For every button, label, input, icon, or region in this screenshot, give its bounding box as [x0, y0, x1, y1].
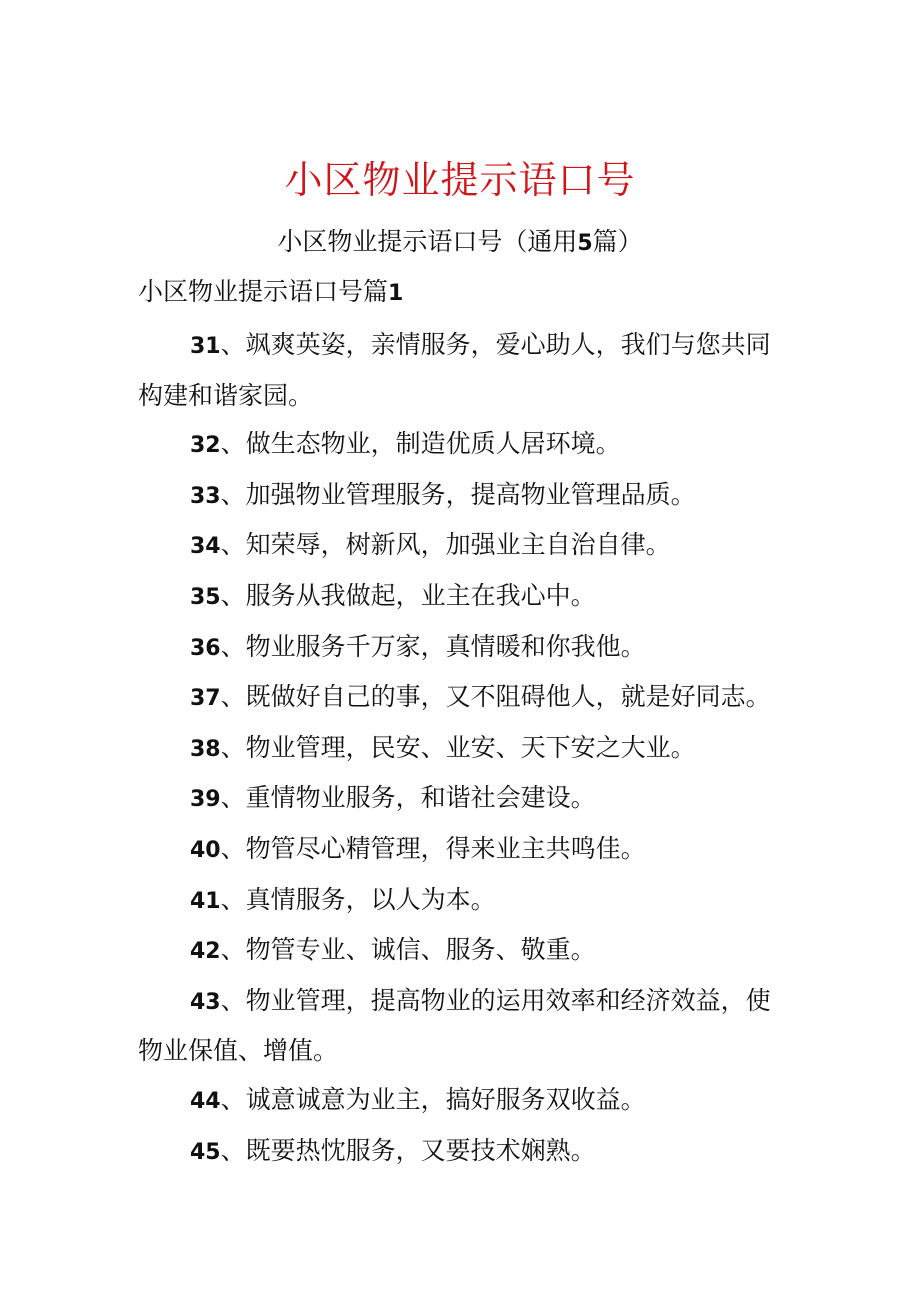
slogan-number: 41 — [190, 888, 221, 914]
slogan-text: 、加强物业管理服务，提高物业管理品质。 — [220, 479, 696, 509]
slogan-number: 33 — [190, 483, 221, 509]
slogan-number: 43 — [190, 989, 221, 1015]
slogan-text: 、物业管理，提高物业的运用效率和经济效益，使物业保值、增值。 — [138, 985, 771, 1066]
slogan-text: 、物业服务千万家，真情暖和你我他。 — [220, 631, 646, 661]
slogan-number: 37 — [190, 686, 221, 712]
slogan-text: 、诚意诚意为业主，搞好服务双收益。 — [220, 1084, 646, 1114]
slogan-number: 39 — [190, 787, 221, 813]
slogan-number: 36 — [190, 635, 221, 661]
subtitle-suffix: 篇） — [592, 227, 643, 256]
slogan-number: 45 — [190, 1139, 221, 1165]
slogan-item — [138, 420, 788, 471]
slogan-number: 32 — [190, 433, 221, 459]
slogan-number: 44 — [190, 1088, 221, 1114]
slogan-text: 、既做好自己的事，又不阻碍他人，就是好同志。 — [220, 682, 771, 712]
slogan-number: 35 — [190, 584, 221, 610]
slogan-item — [138, 977, 788, 1076]
subtitle-prefix: 小区物业提示语口号（通用 — [277, 227, 578, 256]
slogan-number: 42 — [190, 939, 221, 965]
slogan-item — [138, 724, 788, 775]
slogan-item — [138, 673, 788, 724]
document-subtitle — [0, 224, 920, 262]
slogan-text: 、物业管理，民安、业安、天下安之大业。 — [220, 732, 696, 762]
slogan-text: 、既要热忱服务，又要技术娴熟。 — [220, 1135, 596, 1165]
slogan-number: 40 — [190, 837, 221, 863]
slogan-text: 、重情物业服务，和谐社会建设。 — [220, 783, 596, 813]
slogan-item — [138, 521, 788, 572]
slogan-item — [138, 1127, 788, 1178]
slogan-item — [138, 1076, 788, 1127]
document-title: 小区物业提示语口号 — [284, 158, 636, 202]
slogan-number: 38 — [190, 736, 221, 762]
slogan-text: 、真情服务，以人为本。 — [220, 884, 496, 914]
slogan-list — [138, 321, 788, 1177]
slogan-item — [138, 471, 788, 522]
subtitle-number: 5 — [577, 231, 593, 256]
slogan-item — [138, 572, 788, 623]
slogan-text: 、飒爽英姿，亲情服务，爱心助人，我们与您共同构建和谐家园。 — [138, 330, 771, 410]
slogan-text: 、物管尽心精管理，得来业主共鸣佳。 — [220, 833, 646, 863]
slogan-item — [138, 321, 788, 420]
slogan-item — [138, 926, 788, 977]
section-heading — [138, 274, 403, 312]
slogan-number: 31 — [190, 334, 221, 359]
slogan-item — [138, 623, 788, 674]
section-heading-number: 1 — [388, 281, 404, 306]
slogan-number: 34 — [190, 534, 221, 560]
section-heading-text: 小区物业提示语口号篇 — [138, 277, 389, 306]
slogan-text: 、知荣辱，树新风，加强业主自治自律。 — [220, 530, 671, 560]
slogan-text: 、服务从我做起，业主在我心中。 — [220, 580, 596, 610]
slogan-item — [138, 774, 788, 825]
slogan-text: 、做生态物业，制造优质人居环境。 — [220, 429, 621, 459]
slogan-item — [138, 825, 788, 876]
slogan-item — [138, 876, 788, 927]
slogan-text: 、物管专业、诚信、服务、敬重。 — [220, 935, 596, 965]
